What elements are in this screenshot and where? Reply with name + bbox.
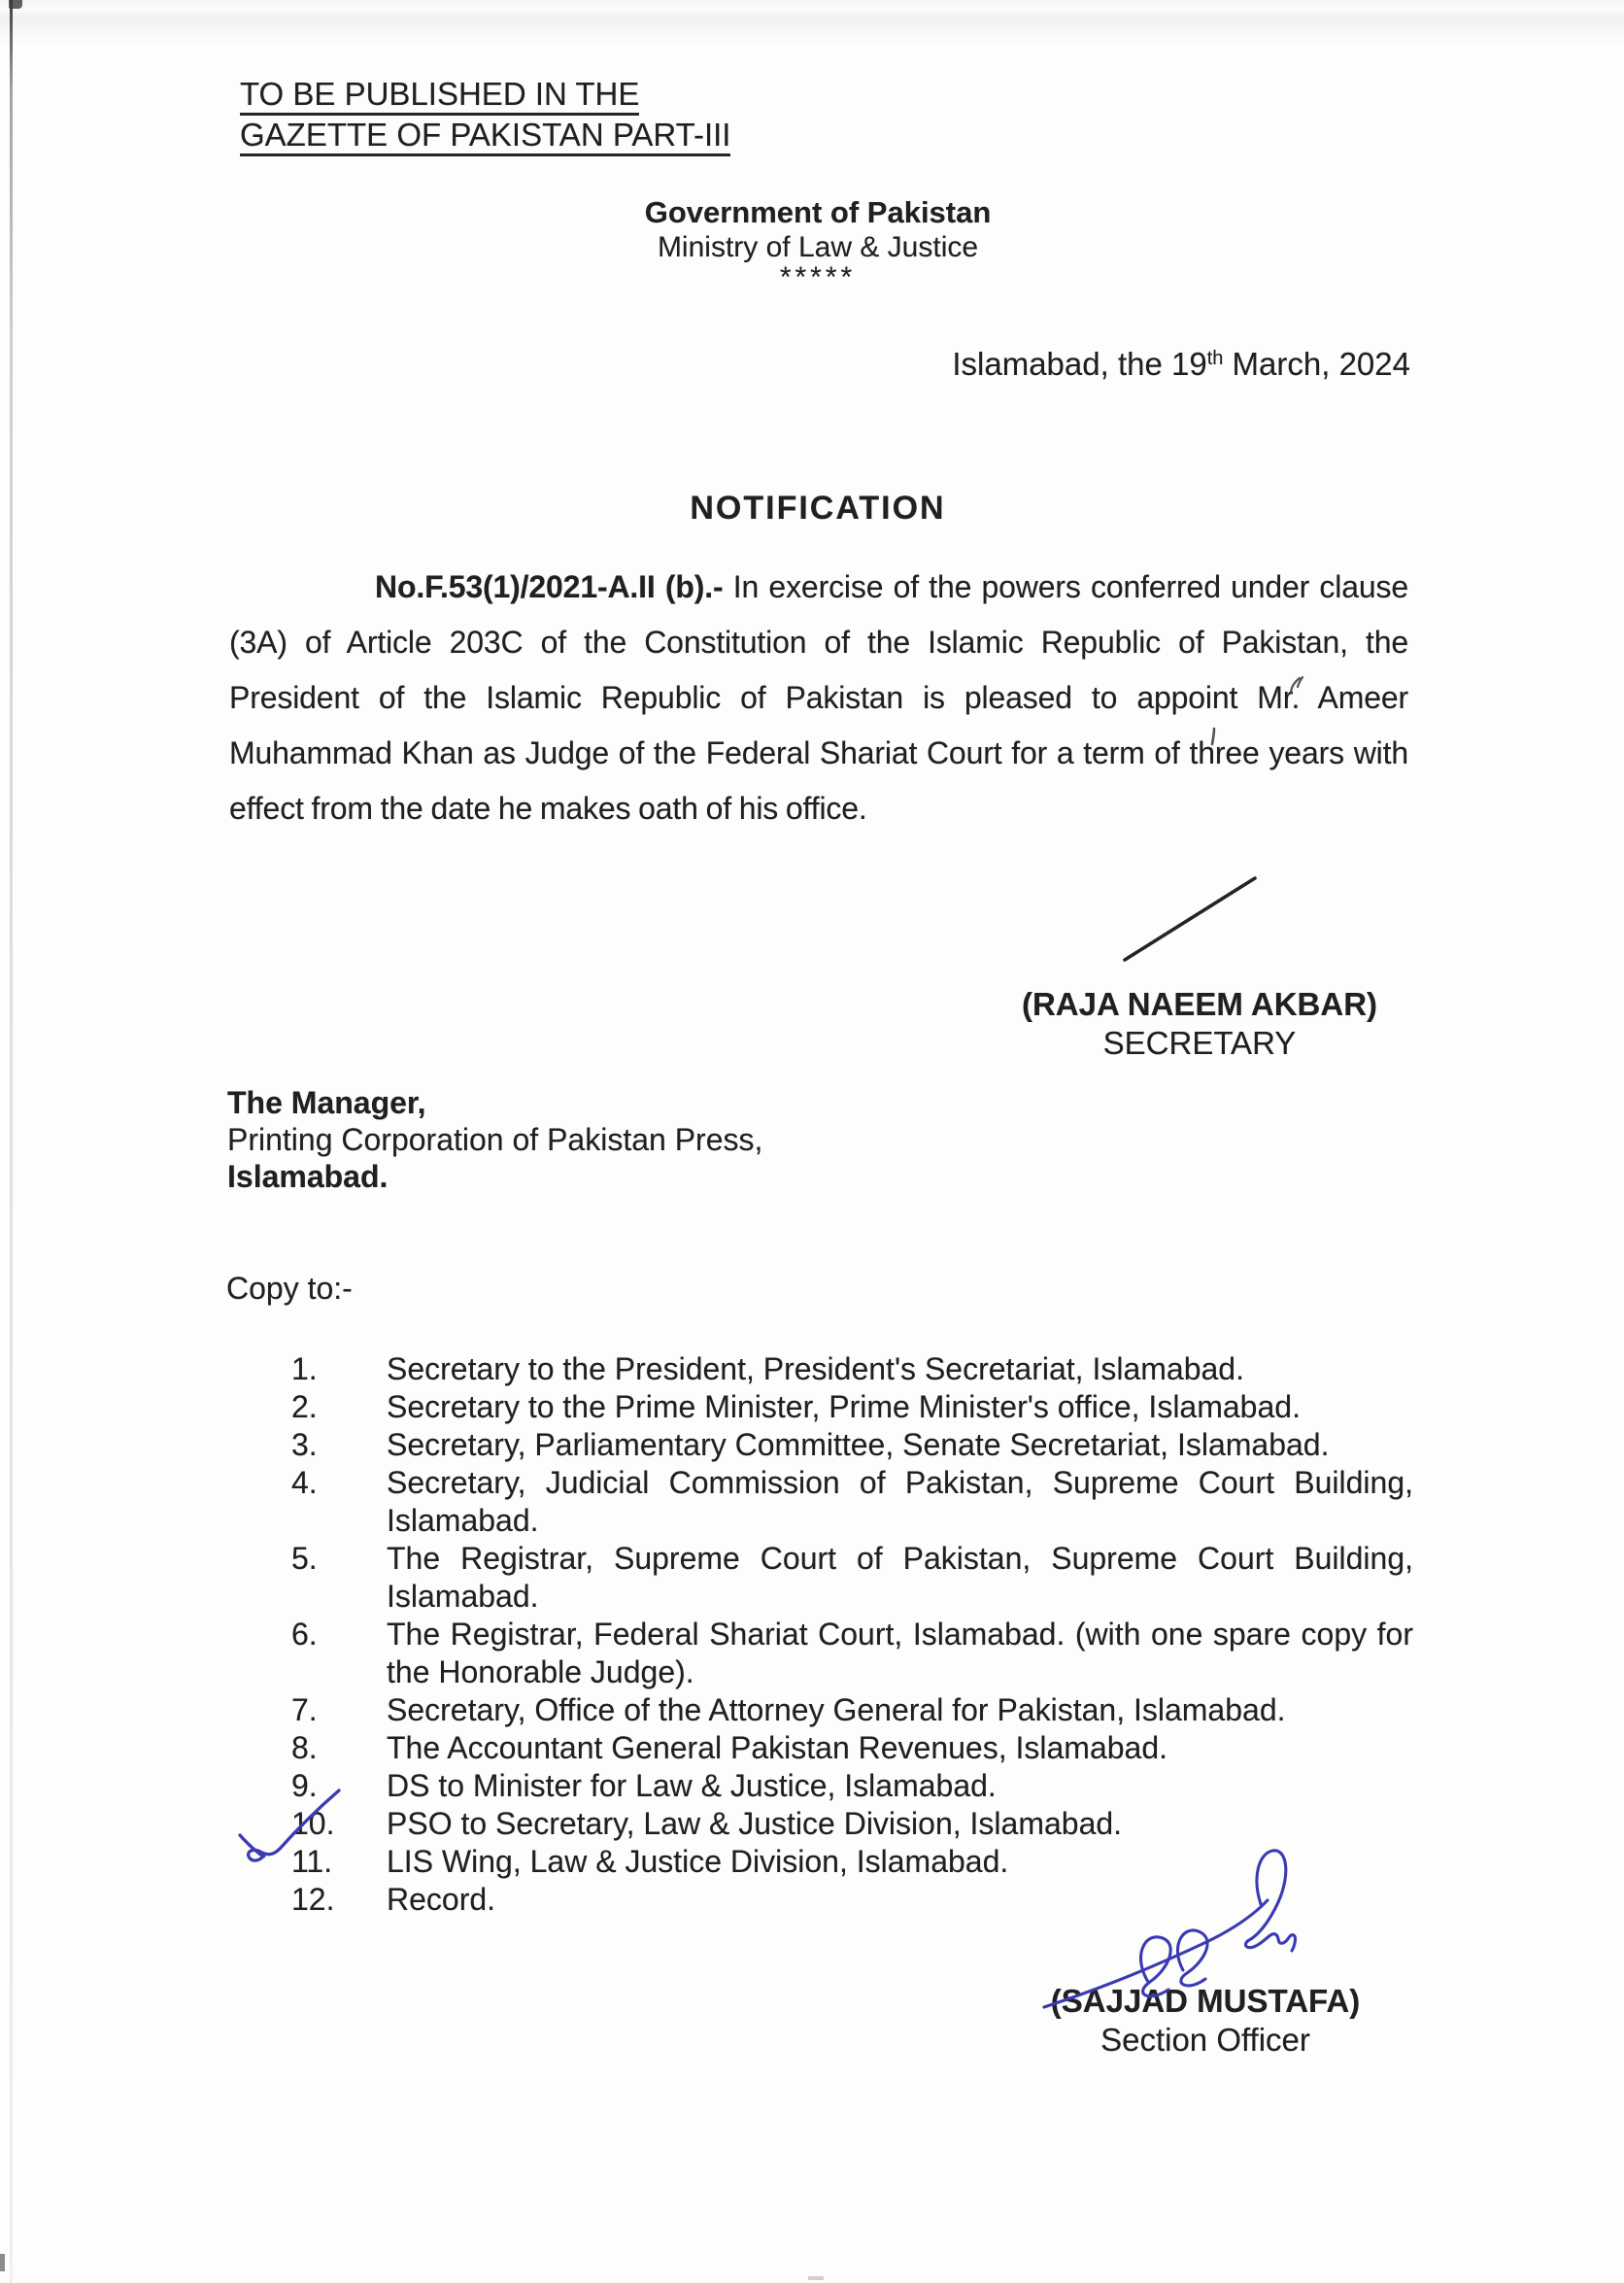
divider-stars: ***** <box>779 261 857 293</box>
date-ordinal-suffix: th <box>1206 348 1224 369</box>
secretary-signature-stroke <box>1125 878 1255 960</box>
gazette-publication-note <box>240 78 730 159</box>
government-title: Government of Pakistan <box>644 195 992 229</box>
list-item-text: DS to Minister for Law & Justice, Islamabad. <box>387 1768 997 1803</box>
list-item <box>291 1881 1413 1919</box>
list-item <box>291 1767 1413 1805</box>
section-officer-name: (SAJJAD MUSTAFA) <box>1050 1983 1361 2019</box>
list-item <box>291 1616 1413 1691</box>
list-item-text: Secretary, Judicial Commission of Pakistan, Supreme Court Building, Islamabad. <box>387 1465 1413 1538</box>
scan-artifact-speck <box>0 2254 5 2271</box>
list-item-text: The Registrar, Federal Shariat Court, Islamabad. (with one spare copy for the Honorable Judge). <box>387 1617 1413 1689</box>
scan-artifact-left-edge <box>10 0 13 2283</box>
list-item-text: Secretary to the President, President's Secretariat, Islamabad. <box>387 1351 1244 1386</box>
scan-artifact-top-band <box>0 0 1624 49</box>
notification-body <box>229 560 1408 836</box>
section-officer-title: Section Officer <box>1100 2022 1310 2058</box>
date-suffix: March, 2024 <box>1223 346 1410 382</box>
addressee-block <box>227 1084 762 1195</box>
gazette-note-line1: TO BE PUBLISHED IN THE <box>240 78 639 116</box>
copy-to-label: Copy to:- <box>226 1271 353 1306</box>
list-item-text: Secretary, Parliamentary Committee, Senate Secretariat, Islamabad. <box>387 1427 1330 1462</box>
letterhead <box>229 194 1406 291</box>
secretary-signature-block <box>965 985 1434 1063</box>
list-item-number: 4. <box>291 1465 318 1500</box>
list-item <box>291 1350 1413 1388</box>
reference-number: No.F.53(1)/2021-A.II (b).- <box>375 569 724 604</box>
ministry-title: Ministry of Law & Justice <box>657 231 979 263</box>
secretary-name: (RAJA NAEEM AKBAR) <box>1021 986 1378 1022</box>
addressee-org: Printing Corporation of Pakistan Press, <box>227 1122 763 1157</box>
list-item-text: PSO to Secretary, Law & Justice Division, Islamabad. <box>387 1806 1123 1841</box>
list-item-text: LIS Wing, Law & Justice Division, Islamabad. <box>387 1844 1009 1879</box>
list-item <box>291 1729 1413 1767</box>
list-item <box>291 1388 1413 1426</box>
notification-heading: NOTIFICATION <box>690 490 946 527</box>
addressee-city: Islamabad. <box>227 1159 389 1194</box>
list-item <box>291 1540 1413 1616</box>
list-item-text: The Accountant General Pakistan Revenues, Islamabad. <box>387 1730 1168 1765</box>
list-item <box>291 1691 1413 1729</box>
list-item-text: The Registrar, Supreme Court of Pakistan, Supreme Court Building, Islamabad. <box>387 1541 1413 1614</box>
checkmark-ink-blob <box>260 1853 265 1857</box>
list-item-number: 5. <box>291 1541 318 1576</box>
list-item <box>291 1464 1413 1540</box>
list-item-number: 3. <box>291 1427 318 1462</box>
list-item-text: Record. <box>387 1882 496 1917</box>
list-item-text: Secretary to the Prime Minister, Prime Minister's office, Islamabad. <box>387 1389 1301 1424</box>
addressee-name: The Manager, <box>227 1085 426 1120</box>
list-item <box>291 1805 1413 1843</box>
list-item-number: 6. <box>291 1617 318 1652</box>
list-item-number: 12. <box>291 1882 335 1917</box>
list-item-number: 7. <box>291 1692 318 1727</box>
list-item-text: Secretary, Office of the Attorney General for Pakistan, Islamabad. <box>387 1692 1286 1727</box>
list-item-number: 2. <box>291 1389 318 1424</box>
secretary-title: SECRETARY <box>1102 1025 1297 1061</box>
scan-artifact-corner <box>9 0 22 9</box>
list-item-number: 9. <box>291 1768 318 1803</box>
gazette-note-line2: GAZETTE OF PAKISTAN PART-III <box>240 119 730 156</box>
date-prefix: Islamabad, the 19 <box>952 346 1207 382</box>
list-item-number: 10. <box>291 1806 335 1841</box>
body-text: In exercise of the powers conferred under clause (3A) of Article 203C of the Constitution of the Islamic Republic of Pakistan, the President of the Islamic Republic of Pakistan is pleased to appoint Mr. Ameer Muhammad Khan as Judge of the Federal Shariat Court for a term of three years with effect from the date he makes oath of his office. <box>229 569 1408 826</box>
list-item-number: 11. <box>291 1844 333 1879</box>
list-item <box>291 1426 1413 1464</box>
list-item-number: 1. <box>291 1351 318 1386</box>
section-officer-signature-block <box>971 1982 1439 2060</box>
copy-distribution-list <box>291 1350 1413 1919</box>
scan-artifact-speck <box>808 2276 824 2280</box>
date-line <box>952 346 1410 383</box>
list-item-number: 8. <box>291 1730 318 1765</box>
list-item <box>291 1843 1413 1881</box>
section-officer-signature <box>1177 1930 1207 1986</box>
